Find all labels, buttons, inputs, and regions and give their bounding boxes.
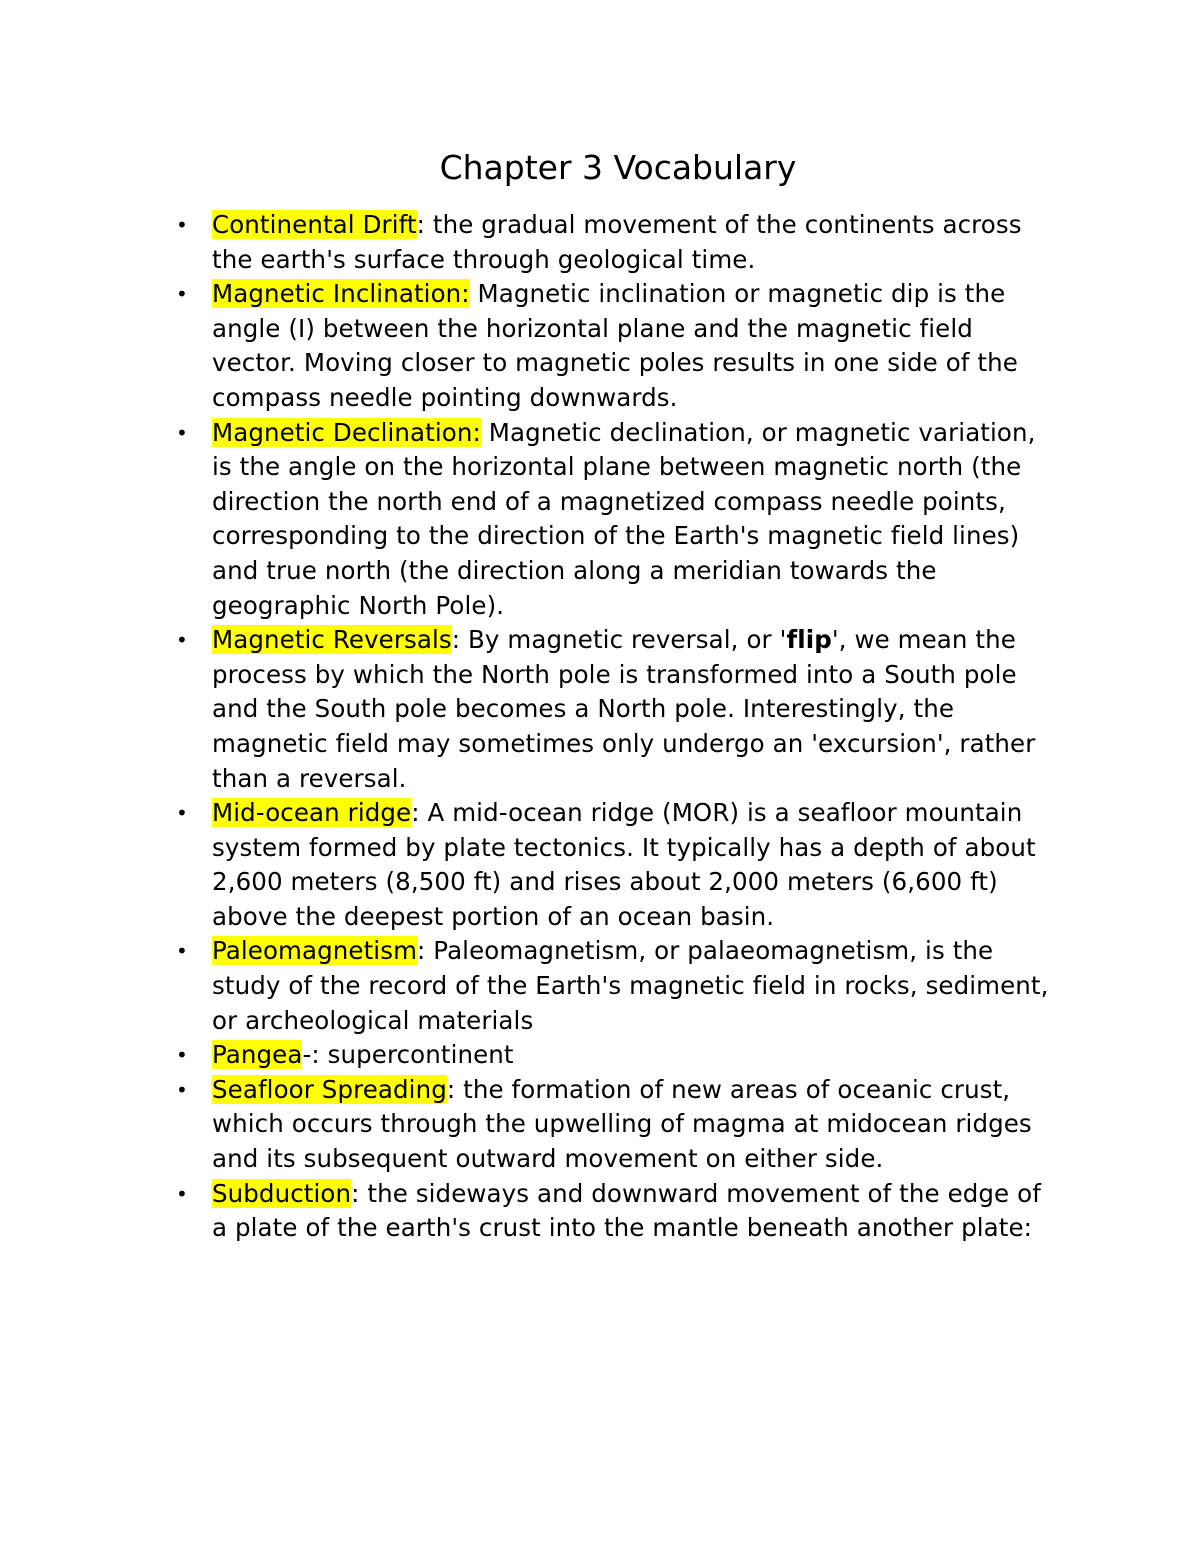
vocab-definition: the sideways and downward movement of the edge of a plate of the earth's crust into the mantle beneath another plate: bbox=[212, 1178, 1041, 1243]
list-item bbox=[176, 416, 1062, 624]
vocab-term: Mid-ocean ridge bbox=[212, 798, 412, 828]
bullet-icon: • bbox=[176, 628, 188, 653]
vocab-term: Magnetic Inclination: bbox=[212, 279, 470, 309]
bullet-icon: • bbox=[176, 939, 188, 964]
bullet-icon: • bbox=[176, 1181, 188, 1206]
vocabulary-list bbox=[176, 208, 1062, 1246]
list-item bbox=[176, 1177, 1062, 1246]
term-separator: : bbox=[416, 210, 425, 239]
term-separator: : bbox=[351, 1178, 360, 1208]
vocab-term: Magnetic Declination: bbox=[212, 417, 481, 447]
term-separator: : bbox=[446, 1074, 456, 1104]
bullet-icon: • bbox=[176, 1077, 188, 1102]
vocab-term: Subduction bbox=[212, 1178, 352, 1208]
list-item bbox=[176, 623, 1062, 796]
term-separator: : bbox=[417, 936, 426, 966]
bullet-icon: • bbox=[176, 282, 188, 307]
list-item bbox=[176, 1073, 1062, 1177]
vocab-term: Continental Drift bbox=[212, 210, 417, 239]
bullet-icon: • bbox=[176, 213, 188, 237]
term-separator: -: bbox=[302, 1040, 320, 1070]
vocab-definition: the formation of new areas of oceanic crust, which occurs through the upwelling of magma at midocean ridges and its subsequent outward movement on either side. bbox=[212, 1074, 1032, 1174]
vocab-definition: Paleomagnetism, or palaeomagnetism, is the study of the record of the Earth's magnetic field in rocks, sediment, or archeological materials bbox=[212, 936, 1049, 1035]
vocab-term: Seafloor Spreading bbox=[212, 1074, 447, 1104]
list-item bbox=[176, 277, 1062, 415]
vocab-definition: Magnetic declination, or magnetic variation, is the angle on the horizontal plane between magnetic north (the direction the north end of a magnetized compass needle points, corresponding to the direction of the Earth's magnetic field lines) and true north (the direction along a meridian towards the geographic North Pole). bbox=[212, 417, 1036, 620]
list-item bbox=[176, 208, 1062, 277]
list-item bbox=[176, 1038, 1062, 1073]
list-item bbox=[176, 934, 1062, 1038]
vocab-definition-continued: ', we mean the process by which the North pole is transformed into a South pole and the South pole becomes a North pole. Interestingly, the magnetic field may sometimes only undergo an 'excursion', rather than a reversal. bbox=[212, 625, 1036, 793]
vocab-definition: By magnetic reversal, or ' bbox=[460, 625, 787, 655]
vocab-definition: supercontinent bbox=[319, 1040, 514, 1070]
term-separator: : bbox=[411, 798, 420, 828]
vocab-definition-emphasis: flip bbox=[786, 625, 832, 655]
term-separator: : bbox=[451, 625, 461, 655]
vocab-definition: the gradual movement of the continents across the earth's surface through geological time. bbox=[212, 210, 1022, 274]
bullet-icon: • bbox=[176, 801, 188, 826]
bullet-icon: • bbox=[176, 1043, 188, 1068]
list-item bbox=[176, 796, 1062, 934]
page-title: Chapter 3 Vocabulary bbox=[439, 148, 797, 187]
vocab-definition: Magnetic inclination or magnetic dip is the angle (I) between the horizontal plane and the magnetic field vector. Moving closer to magnetic poles results in one side of the compass needle pointing downwards. bbox=[212, 279, 1018, 412]
vocab-term: Paleomagnetism bbox=[212, 936, 418, 966]
vocab-term: Magnetic Reversals bbox=[212, 625, 452, 655]
bullet-icon: • bbox=[176, 420, 188, 445]
vocab-definition: A mid-ocean ridge (MOR) is a seafloor mountain system formed by plate tectonics. It typically has a depth of about 2,600 meters (8,500 ft) and rises about 2,000 meters (6,600 ft) above the deepest portion of an ocean basin. bbox=[212, 798, 1036, 931]
vocab-term: Pangea bbox=[212, 1040, 303, 1070]
